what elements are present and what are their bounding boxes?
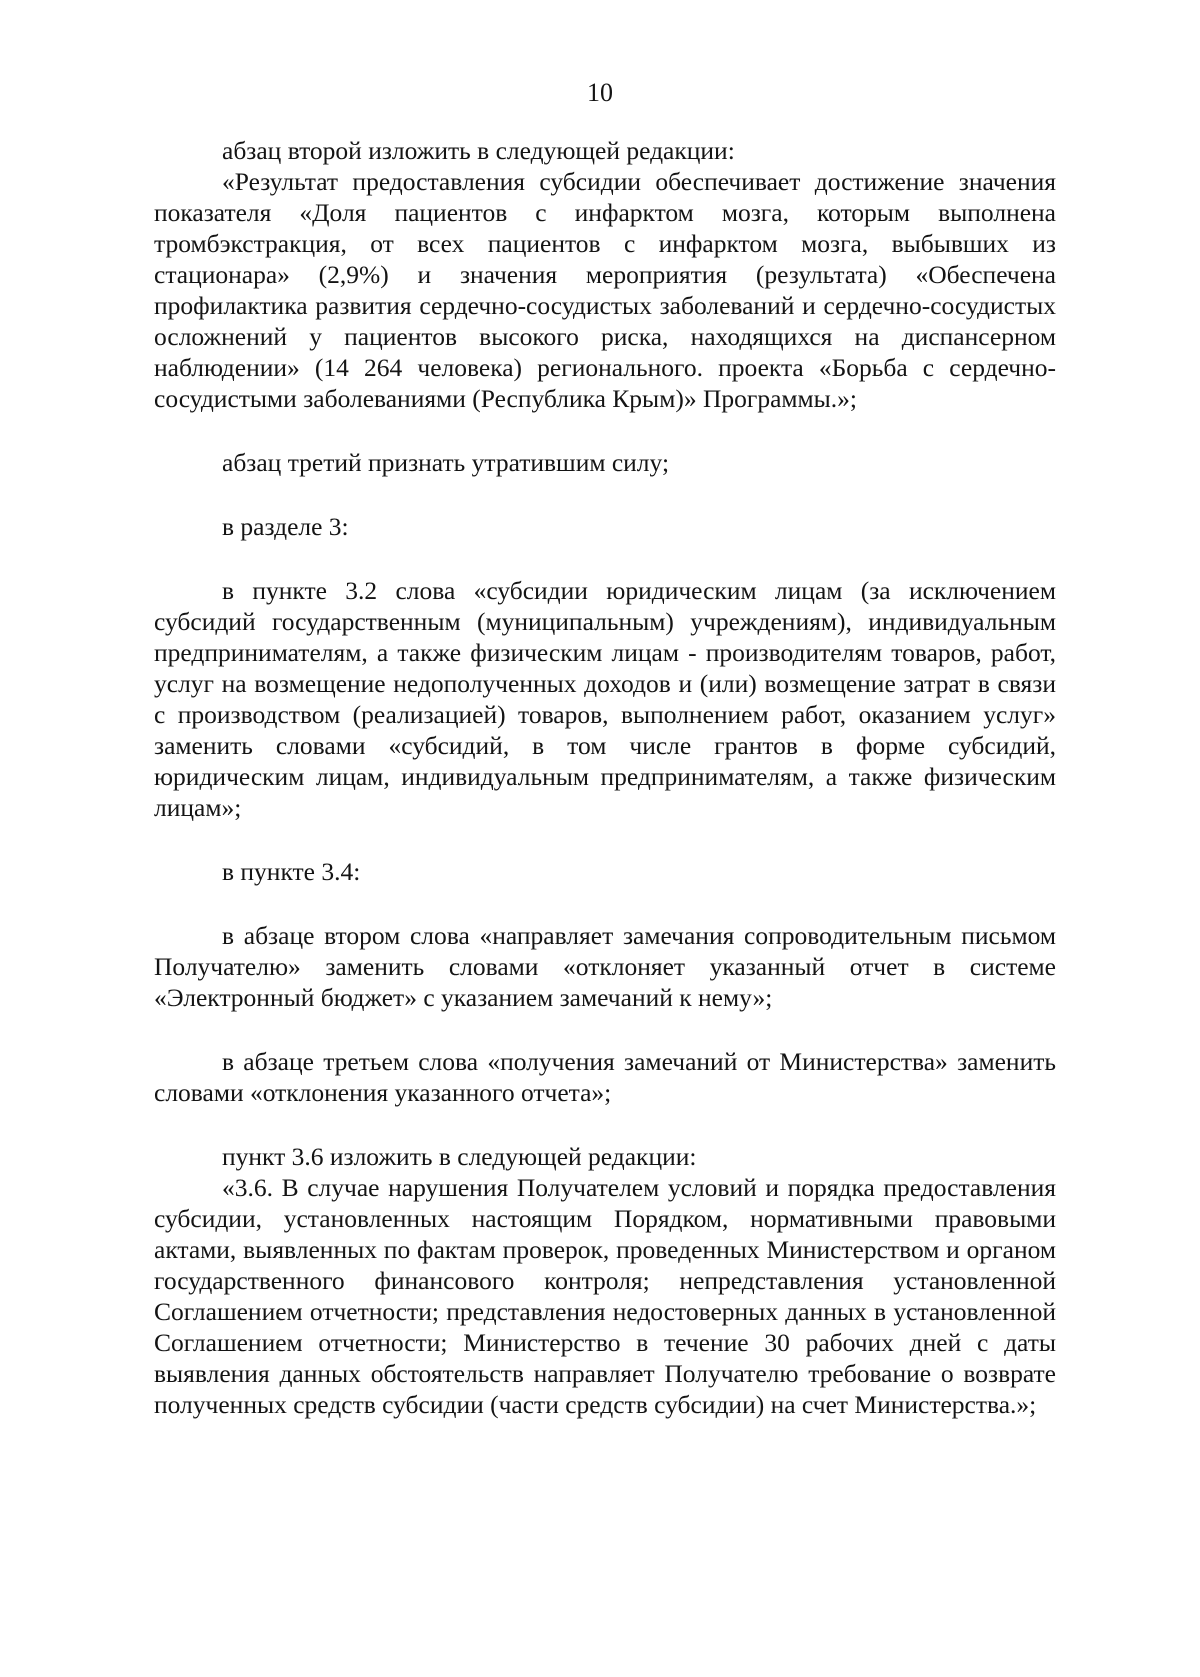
document-body bbox=[154, 135, 1056, 1420]
paragraph: в абзаце втором слова «направляет замечания сопроводительным письмом Получателю» заменить словами «отклоняет указанный отчет в системе «Электронный бюджет» с указанием замечаний к нему»; bbox=[154, 921, 1056, 1012]
paragraph: в пункте 3.4: bbox=[222, 857, 361, 886]
paragraph: абзац третий признать утратившим силу; bbox=[222, 448, 670, 477]
paragraph: абзац второй изложить в следующей редакции: bbox=[222, 136, 735, 165]
page-number: 10 bbox=[587, 78, 613, 107]
paragraph: в абзаце третьем слова «получения замечаний от Министерства» заменить словами «отклонения указанного отчета»; bbox=[154, 1047, 1056, 1107]
paragraph: «3.6. В случае нарушения Получателем условий и порядка предоставления субсидии, установленных настоящим Порядком, нормативными правовыми актами, выявленных по фактам проверок, проведенных Министерством и органом государственного финансового контроля; непредставления установленной Соглашением отчетности; представления недостоверных данных в установленной Соглашением отчетности; Министерство в течение 30 рабочих дней с даты выявления данных обстоятельств направляет Получателю требование о возврате полученных средств субсидии (части средств субсидии) на счет Министерства.»; bbox=[154, 1173, 1056, 1419]
paragraph: пункт 3.6 изложить в следующей редакции: bbox=[222, 1142, 697, 1171]
paragraph: в разделе 3: bbox=[222, 512, 349, 541]
paragraph: в пункте 3.2 слова «субсидии юридическим лицам (за исключением субсидий государственным (муниципальным) учреждениям), индивидуальным предпринимателям, а также физическим лицам - производителям товаров, работ, услуг на возмещение недополученных доходов и (или) возмещение затрат в связи с производством (реализацией) товаров, выполнением работ, оказанием услуг» заменить словами «субсидий, в том числе грантов в форме субсидий, юридическим лицам, индивидуальным предпринимателям, а также физическим лицам»; bbox=[154, 576, 1056, 822]
paragraph: «Результат предоставления субсидии обеспечивает достижение значения показателя «Доля пациентов с инфарктом мозга, которым выполнена тромбэкстракция, от всех пациентов с инфарктом мозга, выбывших из стационара» (2,9%) и значения мероприятия (результата) «Обеспечена профилактика развития сердечно-сосудистых заболеваний и сердечно-сосудистых осложнений у пациентов высокого риска, находящихся на диспансерном наблюдении» (14 264 человека) регионального. проекта «Борьба с сердечно-сосудистыми заболеваниями (Республика Крым)» Программы.»; bbox=[154, 167, 1056, 413]
